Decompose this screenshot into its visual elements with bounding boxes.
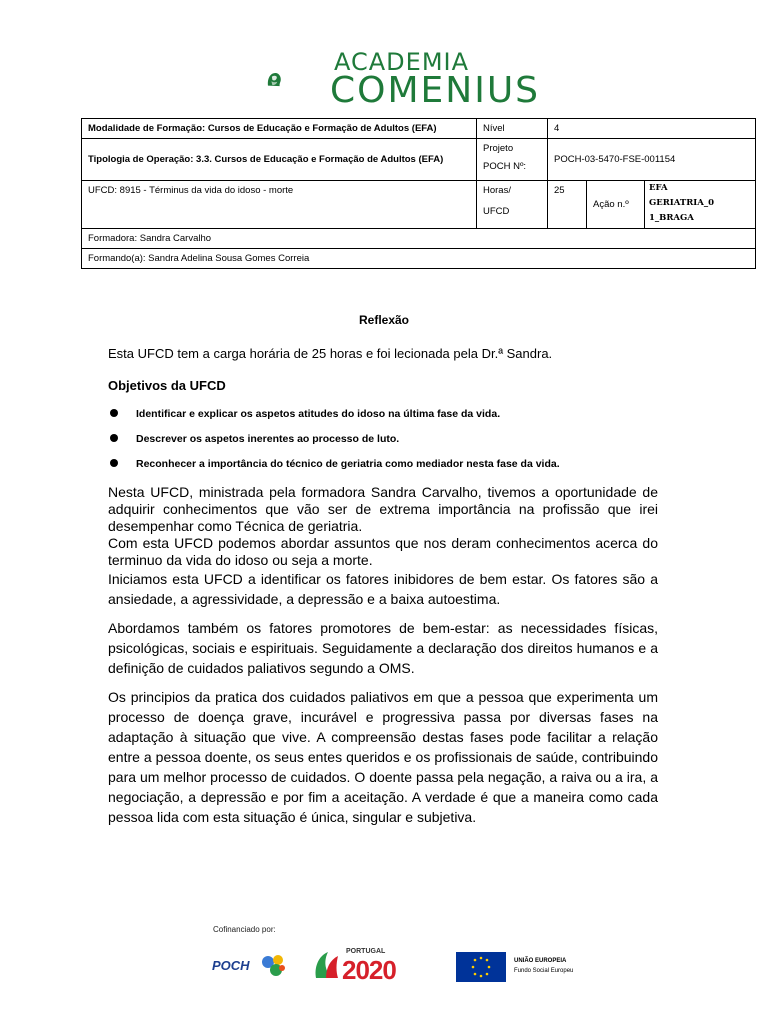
fse-text: Fundo Social Europeu (514, 968, 574, 974)
eu-flag-icon (456, 952, 506, 982)
modalidade-cell: Modalidade de Formação: Cursos de Educação e Formação de Adultos (EFA) (82, 119, 477, 139)
academia-comenius-logo-icon (266, 48, 332, 110)
page-title: Reflexão (358, 313, 410, 327)
objective-text: Reconhecer a importância do técnico de geriatria como mediador nesta fase da vida. (136, 458, 560, 470)
projeto-value: POCH-03-5470-FSE-001154 (548, 139, 756, 181)
logo-comenius: COMENIUS (330, 70, 541, 111)
objectives-list (108, 408, 560, 483)
list-item (108, 458, 560, 483)
poch-logo (212, 950, 290, 980)
logo-academia: ACADEMIA (334, 48, 470, 76)
eu-text: UNIÃO EUROPEIA (514, 958, 567, 964)
objective-text: Identificar e explicar os aspetos atitudes do idoso na última fase da vida. (136, 408, 501, 420)
acao-value (645, 181, 756, 229)
portugal-flag-icon (312, 950, 340, 980)
poch-text: POCH (212, 958, 250, 973)
course-info-table (81, 118, 756, 269)
horas-label-line1: Horas/ (483, 185, 511, 196)
p2020-text: 2020 (342, 955, 396, 985)
intro-text: Esta UFCD tem a carga horária de 25 horas e foi lecionada pela Dr.ª Sandra. (108, 346, 553, 361)
projeto-label-line2: POCH Nº: (483, 161, 527, 172)
ufcd-cell: UFCD: 8915 - Términus da vida do idoso - morte (82, 181, 477, 229)
objectives-heading: Objetivos da UFCD (108, 378, 226, 393)
horas-value: 25 (548, 181, 587, 229)
portugal-2020-logo (312, 948, 434, 984)
acao-value-line1: EFA (649, 183, 668, 193)
formando-cell: Formando(a): Sandra Adelina Sousa Gomes Correia (82, 249, 756, 269)
nivel-label: Nível (477, 119, 548, 139)
paragraph-1: Nesta UFCD, ministrada pela formadora Sandra Carvalho, tivemos a oportunidade de adquirir conhecimentos que vão ser de extrema importância na profissão que irei desempenhar como Técnica de geriatria. (108, 484, 658, 534)
tipologia-cell: Tipologia de Operação: 3.3. Cursos de Educação e Formação de Adultos (EFA) (82, 139, 477, 181)
formadora-cell: Formadora: Sandra Carvalho (82, 229, 756, 249)
bullet-icon (110, 459, 118, 467)
projeto-label-line1: Projeto (483, 143, 514, 154)
horas-label (477, 181, 548, 229)
eu-logo (456, 952, 586, 982)
acao-value-line3: 1_BRAGA (649, 213, 694, 223)
acao-value-line2: GERIATRIA_0 (649, 198, 715, 208)
list-item (108, 433, 560, 458)
poch-symbol-icon (260, 952, 288, 978)
objective-text: Descrever os aspetos inerentes ao processo de luto. (136, 433, 400, 445)
nivel-value: 4 (548, 119, 756, 139)
acao-label: Ação n.º (587, 181, 645, 229)
paragraph-2: Com esta UFCD podemos abordar assuntos que nos deram conhecimentos acerca do terminuo da vida do idoso ou seja a morte. (108, 535, 658, 568)
list-item (108, 408, 560, 433)
paragraph-4: Abordamos também os fatores promotores de bem-estar: as necessidades físicas, psicológicas, sociais e espirituais. Seguidamente a declaração dos direitos humanos e a definição de cuidados paliativos segundo a OMS. (108, 620, 658, 676)
bullet-icon (110, 434, 118, 442)
projeto-label (477, 139, 548, 181)
paragraph-3: Iniciamos esta UFCD a identificar os fatores inibidores de bem estar. Os fatores são a ansiedade, a agressividade, a depressão e a baixa autoestima. (108, 571, 658, 607)
horas-label-line2: UFCD (483, 206, 510, 217)
cofinanciado-label: Cofinanciado por: (213, 925, 276, 934)
paragraph-5: Os principios da pratica dos cuidados paliativos em que a pessoa que experimenta um processo de doença grave, incurável e progressiva passa por diversas fases na adaptação à situação que vive. A compreensão destas fases pode facilitar a relação entre a pessoa doente, os seus entes queridos e os profissionais de saúde, contribuindo para um melhor processo de cuidados. O doente passa pela negação, a raiva ou a ira, a negociação, a depressão e por fim a aceitação. A verdade é que a maneira como cada pessoa lida com esta situação é única, singular e subjetiva. (108, 689, 658, 825)
portugal-text: PORTUGAL (346, 948, 386, 955)
bullet-icon (110, 409, 118, 417)
